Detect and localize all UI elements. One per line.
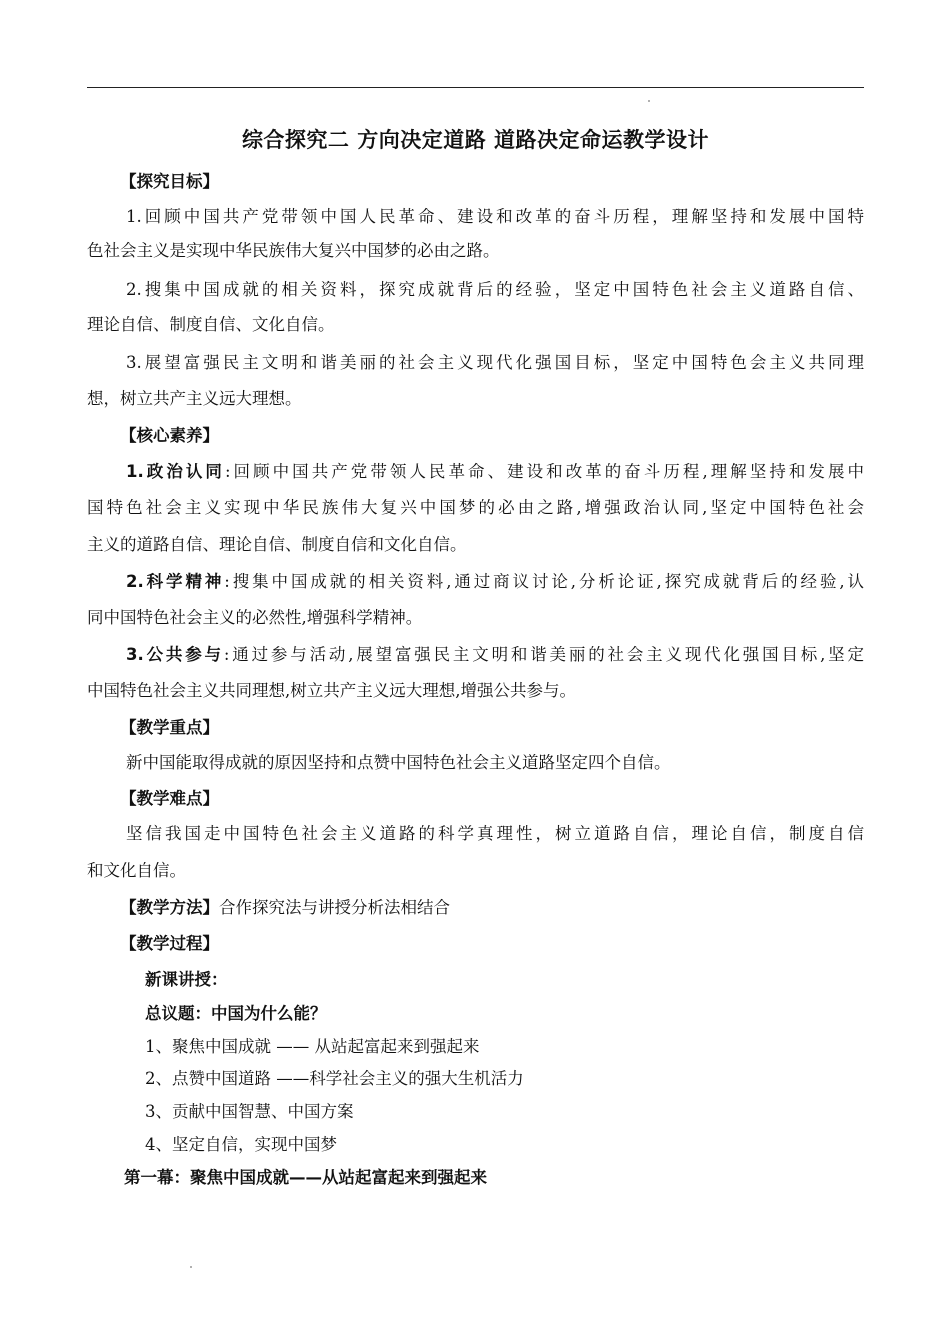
goal-3-line-1: 3.展望富强民主文明和谐美丽的社会主义现代化强国目标，坚定中国特色会主义共同理 — [126, 353, 864, 372]
core-2-text: :搜集中国成就的相关资料,通过商议讨论,分析论证,探究成就背后的经验,认 — [224, 572, 864, 591]
main-topic: 总议题：中国为什么能？ — [145, 1004, 327, 1023]
core-3-text: :通过参与活动,展望富强民主文明和谐美丽的社会主义现代化强国目标,坚定 — [223, 645, 865, 664]
scan-dot — [190, 1266, 192, 1268]
focus-text: 新中国能取得成就的原因坚持和点赞中国特色社会主义道路坚定四个自信。 — [126, 753, 671, 772]
document-title: 综合探究二 方向决定道路 道路决定命运教学设计 — [241, 128, 710, 152]
header-rule — [87, 87, 864, 88]
scan-dot — [648, 100, 650, 102]
method-text: 合作探究法与讲授分析法相结合 — [219, 898, 450, 917]
section-heading-method: 【教学方法】 — [120, 898, 219, 917]
topic-item-2: 2、点赞中国道路 ——科学社会主义的强大生机活力 — [145, 1069, 524, 1088]
section-heading-focus: 【教学重点】 — [120, 718, 219, 737]
core-1-text: :回顾中国共产党带领人民革命、建设和改革的奋斗历程,理解坚持和发展中 — [224, 462, 865, 481]
topic-item-1: 1、聚焦中国成就 —— 从站起富起来到强起来 — [145, 1037, 480, 1056]
section-heading-process: 【教学过程】 — [120, 934, 219, 953]
goal-3-line-2: 想，树立共产主义远大理想。 — [87, 389, 302, 408]
core-2-line-2: 同中国特色社会主义的必然性,增强科学精神。 — [87, 608, 423, 627]
goal-1-line-2: 色社会主义是实现中华民族伟大复兴中国梦的必由之路。 — [87, 241, 500, 260]
topic-item-4: 4、坚定自信，实现中国梦 — [145, 1135, 337, 1154]
goal-1-line-1: 1.回顾中国共产党带领中国人民革命、建设和改革的奋斗历程，理解坚持和发展中国特 — [126, 207, 864, 226]
difficulty-line-1: 坚信我国走中国特色社会主义道路的科学真理性，树立道路自信，理论自信，制度自信 — [126, 824, 864, 843]
section-heading-goals: 【探究目标】 — [120, 172, 219, 191]
goal-2-line-2: 理论自信、制度自信、文化自信。 — [87, 315, 335, 334]
act-1-heading: 第一幕：聚焦中国成就——从站起富起来到强起来 — [124, 1168, 487, 1187]
core-1-line-2: 国特色社会主义实现中华民族伟大复兴中国梦的必由之路,增强政治认同,坚定中国特色社会 — [87, 498, 864, 517]
core-3-line-2: 中国特色社会主义共同理想,树立共产主义远大理想,增强公共参与。 — [87, 681, 576, 700]
method-line — [120, 897, 897, 919]
goal-2-line-1: 2.搜集中国成就的相关资料，探究成就背后的经验，坚定中国特色社会主义道路自信、 — [126, 280, 864, 299]
section-heading-core: 【核心素养】 — [120, 426, 219, 445]
core-2-line-1 — [126, 571, 864, 593]
core-1-label: 1.政治认同 — [126, 462, 225, 481]
core-2-label: 2.科学精神 — [126, 572, 225, 591]
new-lesson-label: 新课讲授： — [145, 970, 228, 989]
core-3-line-1 — [126, 644, 864, 666]
core-1-line-1 — [126, 461, 864, 483]
difficulty-line-2: 和文化自信。 — [87, 861, 186, 880]
core-3-label: 3.公共参与 — [126, 645, 224, 664]
section-heading-difficulty: 【教学难点】 — [120, 789, 219, 808]
topic-item-3: 3、贡献中国智慧、中国方案 — [145, 1102, 354, 1121]
core-1-line-3: 主义的道路自信、理论自信、制度自信和文化自信。 — [87, 535, 467, 554]
